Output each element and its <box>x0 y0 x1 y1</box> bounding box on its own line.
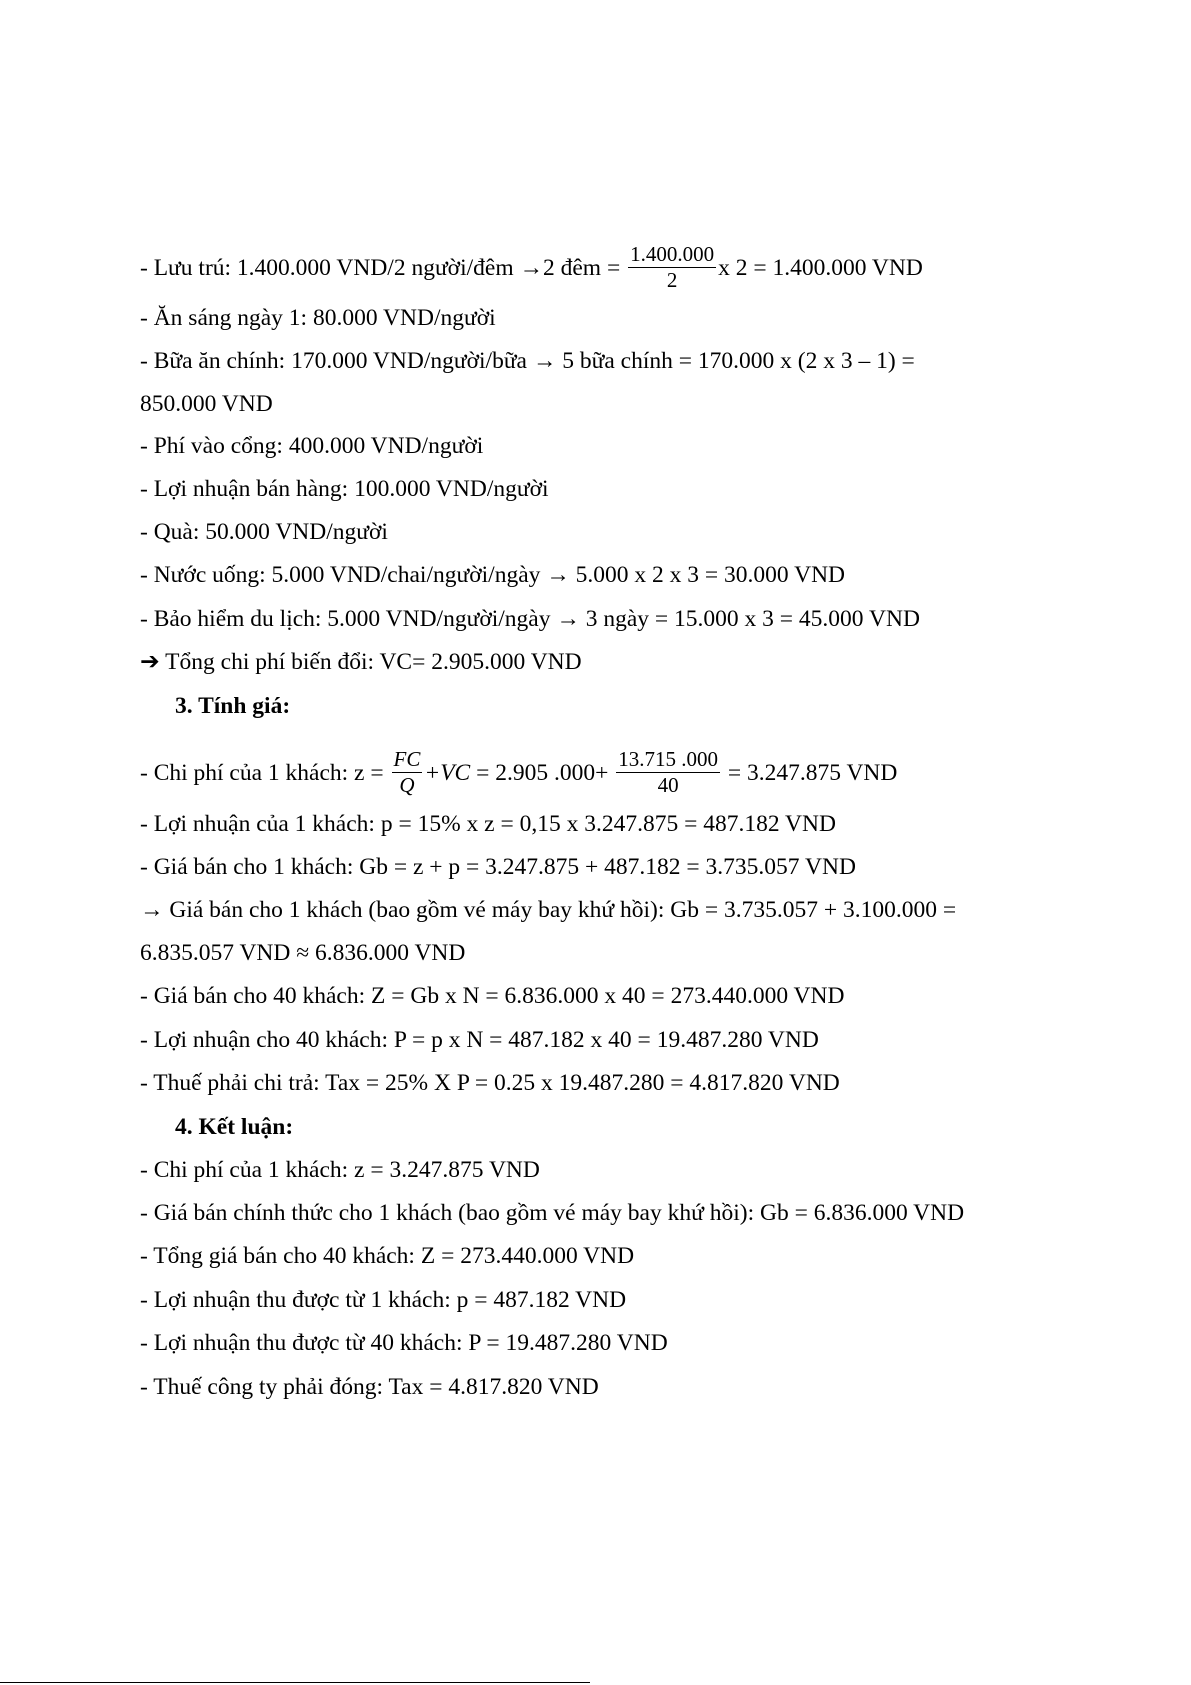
math-text: +VC <box>424 759 471 786</box>
section-heading-conclusion: 4. Kết luận: <box>175 1114 294 1140</box>
text: 2 đêm = <box>543 254 627 281</box>
arrow-icon: ➔ <box>140 649 160 675</box>
tax-line: - Thuế phải chi trả: Tax = 25% X P = 0.25 x 19.487.280 = 4.817.820 VND <box>140 1070 840 1096</box>
summary-cost-line: - Chi phí của 1 khách: z = 3.247.875 VND <box>140 1157 540 1183</box>
text: 3 ngày = 15.000 x 3 = 45.000 VND <box>579 606 920 632</box>
fraction-denominator: 40 <box>657 773 679 797</box>
summary-total-price-line: - Tổng giá bán cho 40 khách: Z = 273.440.000 VND <box>140 1243 635 1269</box>
fraction <box>628 242 716 293</box>
text: x 2 = 1.400.000 VND <box>718 254 923 281</box>
text: - Lưu trú: 1.400.000 VND/2 người/đêm <box>140 254 520 281</box>
profit-40-customers-line: - Lợi nhuận cho 40 khách: P = p x N = 487.182 x 40 = 19.487.280 VND <box>140 1027 819 1053</box>
arrow-icon: → <box>556 606 580 632</box>
arrow-icon: → <box>140 897 164 923</box>
text: 5 bữa chính = 170.000 x (2 x 3 – 1) = <box>556 348 915 374</box>
text: - Nước uống: 5.000 VND/chai/người/ngày <box>140 562 547 588</box>
insurance-line <box>140 604 920 634</box>
summary-tax-line: - Thuế công ty phải đóng: Tax = 4.817.820 VND <box>140 1374 599 1400</box>
fraction-denominator: 2 <box>666 268 678 292</box>
profit-per-customer-line: - Lợi nhuận của 1 khách: p = 15% x z = 0,15 x 3.247.875 = 487.182 VND <box>140 811 836 837</box>
price-with-airfare-line <box>140 895 956 925</box>
arrow-icon: → <box>519 254 543 281</box>
accommodation-line <box>140 244 923 295</box>
text: - Chi phí của 1 khách: z = <box>140 759 390 786</box>
cost-per-customer-line <box>140 749 897 800</box>
fraction-numerator: FC <box>393 747 421 771</box>
fraction-numerator: 13.715 .000 <box>618 747 718 771</box>
water-line <box>140 560 845 590</box>
text: Giá bán cho 1 khách (bao gồm vé máy bay khứ hồi): Gb = 3.735.057 + 3.100.000 = <box>163 897 957 923</box>
main-meal-total-line: 850.000 VND <box>140 391 273 417</box>
text: = 3.247.875 VND <box>722 759 898 786</box>
arrow-icon: → <box>532 348 557 374</box>
text: - Bảo hiểm du lịch: 5.000 VND/người/ngày <box>140 606 557 632</box>
text: 5.000 x 2 x 3 = 30.000 VND <box>569 562 846 588</box>
text: Tổng chi phí biến đổi: VC= 2.905.000 VND <box>159 649 582 675</box>
main-meal-line <box>140 346 915 376</box>
summary-profit-1-line: - Lợi nhuận thu được từ 1 khách: p = 487.182 VND <box>140 1287 627 1313</box>
price-40-customers-line: - Giá bán cho 40 khách: Z = Gb x N = 6.836.000 x 40 = 273.440.000 VND <box>140 983 845 1009</box>
fraction <box>616 747 720 798</box>
math-text: = 2.905 .000+ <box>470 759 609 786</box>
price-rounded-line: 6.835.057 VND ≈ 6.836.000 VND <box>140 940 466 966</box>
variable-cost-total-line <box>140 647 582 677</box>
breakfast-line: - Ăn sáng ngày 1: 80.000 VND/người <box>140 305 496 331</box>
gift-line: - Quà: 50.000 VND/người <box>140 519 388 545</box>
section-heading-pricing: 3. Tính giá: <box>175 693 291 719</box>
entrance-fee-line: - Phí vào cổng: 400.000 VND/người <box>140 433 484 459</box>
fraction-numerator: 1.400.000 <box>630 242 715 266</box>
price-per-customer-line: - Giá bán cho 1 khách: Gb = z + p = 3.247.875 + 487.182 = 3.735.057 VND <box>140 854 856 880</box>
fraction-denominator: Q <box>399 773 415 797</box>
summary-profit-40-line: - Lợi nhuận thu được từ 40 khách: P = 19.487.280 VND <box>140 1330 668 1356</box>
text: - Bữa ăn chính: 170.000 VND/người/bữa <box>140 348 533 374</box>
arrow-icon: → <box>546 562 570 588</box>
sales-profit-line: - Lợi nhuận bán hàng: 100.000 VND/người <box>140 476 549 502</box>
footer-divider <box>0 1682 590 1683</box>
fraction <box>392 747 423 798</box>
summary-price-line: - Giá bán chính thức cho 1 khách (bao gồm vé máy bay khứ hồi): Gb = 6.836.000 VND <box>140 1200 965 1226</box>
